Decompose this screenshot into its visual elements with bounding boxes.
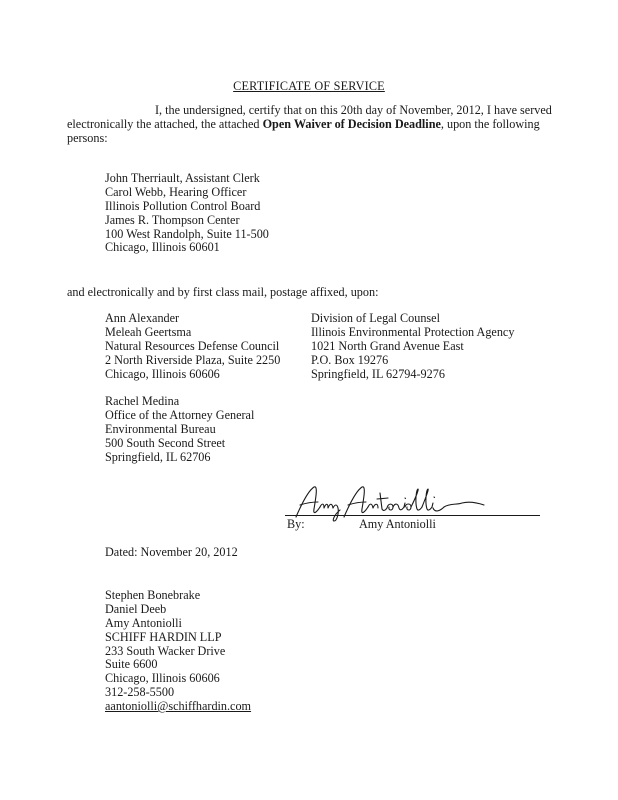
intro-line-2 [67, 118, 545, 132]
signature-line [285, 515, 540, 516]
address-line: Illinois Environmental Protection Agency [311, 324, 515, 339]
document-title: CERTIFICATE OF SERVICE [233, 79, 385, 93]
address-line: Carol Webb, Hearing Officer [105, 184, 247, 199]
email-link[interactable]: aantoniolli@schiffhardin.com [105, 699, 252, 714]
address-line: 500 South Second Street [105, 435, 226, 450]
date-line: Dated: November 20, 2012 [105, 545, 238, 559]
address-line: 2 North Riverside Plaza, Suite 2250 [105, 352, 281, 367]
address-line: Springfield, IL 62794-9276 [311, 366, 445, 381]
certification-paragraph [67, 103, 552, 146]
firm-address-line: Chicago, Illinois 60606 [105, 671, 220, 686]
address-line: Rachel Medina [105, 394, 180, 408]
signature-by-label: By: [287, 517, 305, 531]
intro-line-2-start: electronically the attached, the attached [67, 116, 263, 131]
address-line: John Therriault, Assistant Clerk [105, 171, 260, 185]
address-line: Office of the Attorney General [105, 407, 255, 422]
address-line: Ann Alexander [105, 311, 180, 325]
address-line: P.O. Box 19276 [311, 352, 389, 367]
address-line: Division of Legal Counsel [311, 311, 440, 325]
address-line: 100 West Randolph, Suite 11-500 [105, 226, 269, 241]
recipient-iepa [311, 312, 514, 381]
intro-line-2-end: , upon the following [440, 116, 540, 131]
address-line: Natural Resources Defense Council [105, 338, 280, 353]
firm-address-line: 233 South Wacker Drive [105, 643, 226, 658]
recipient-pollution-board [105, 172, 269, 255]
address-line: Illinois Pollution Control Board [105, 198, 261, 213]
attorney-name: Stephen Bonebrake [105, 588, 201, 602]
attorney-name: Daniel Deeb [105, 601, 167, 616]
address-line: Meleah Geertsma [105, 324, 192, 339]
recipient-nrdc [105, 312, 280, 381]
address-line: Environmental Bureau [105, 421, 216, 436]
address-line: 1021 North Grand Avenue East [311, 338, 464, 353]
firm-address-line: Suite 6600 [105, 657, 158, 672]
intro-line-3: persons: [67, 130, 108, 145]
signer-name: Amy Antoniolli [359, 517, 436, 531]
firm-name: SCHIFF HARDIN LLP [105, 629, 222, 644]
law-firm-block [105, 589, 251, 714]
firm-phone: 312-258-5500 [105, 685, 175, 700]
address-line: Chicago, Illinois 60606 [105, 366, 220, 381]
intro-line-1: I, the undersigned, certify that on this 20th day of November, 2012, I have served [155, 103, 552, 117]
attorney-name: Amy Antoniolli [105, 615, 182, 630]
recipient-attorney-general [105, 395, 254, 464]
address-line: James R. Thompson Center [105, 212, 240, 227]
document-served-title: Open Waiver of Decision Deadline [262, 116, 441, 131]
address-line: Springfield, IL 62706 [105, 449, 211, 464]
mail-service-intro: and electronically and by first class mail, postage affixed, upon: [67, 285, 379, 299]
address-line: Chicago, Illinois 60601 [105, 240, 220, 255]
